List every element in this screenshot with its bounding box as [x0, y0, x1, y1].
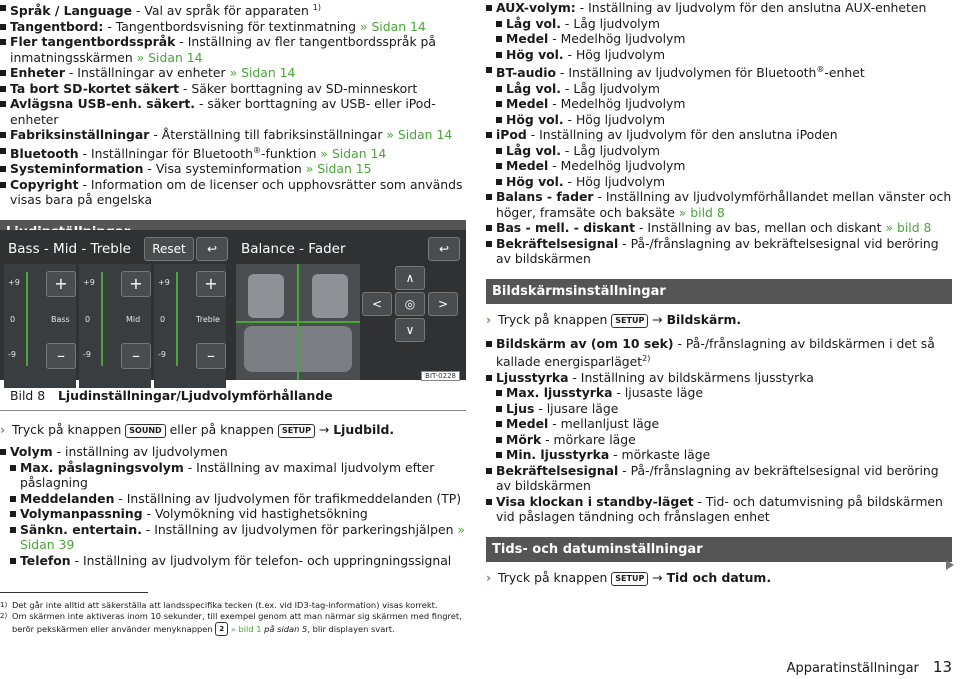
list-item: iPod - Inställning av ljudvolym för den anslutna iPoden — [486, 127, 952, 143]
plus-icon[interactable]: + — [121, 271, 151, 297]
list-item: Max. påslagningsvolym - Inställning av maximal ljudvolym efter påslagning — [0, 460, 466, 491]
list-item: Låg vol. - Låg ljudvolym — [486, 143, 952, 159]
reset-button[interactable]: Reset — [144, 237, 194, 261]
bass-mid-treble-title: Bass - Mid - Treble — [8, 241, 131, 257]
right-column — [486, 0, 952, 586]
car-seats-image — [236, 264, 360, 380]
treble-label: Treble — [196, 315, 220, 324]
list-item: Låg vol. - Låg ljudvolym — [486, 81, 952, 97]
list-item: Sänkn. entertain. - Inställning av ljudvolymen för parkeringshjälpen » Sidan 39 — [0, 522, 466, 553]
center-icon[interactable]: ◎ — [395, 292, 425, 316]
list-item: Telefon - Inställning av ljudvolym för telefon- och uppringningssignal — [0, 553, 466, 569]
list-item: AUX-volym: - Inställning av ljudvolym för den anslutna AUX-enheten — [486, 0, 952, 16]
list-item: Visa klockan i standby-läget - Tid- och datumvisning på bildskärmen vid påslagen tändning och frånslagen enhet — [486, 494, 952, 525]
figure-number: Bild 8 — [10, 388, 46, 403]
volume-list — [0, 444, 466, 568]
instruction-sound: › Tryck på knappen SOUND eller på knappen SETUP → Ljudbild. — [0, 422, 395, 437]
back-icon[interactable]: ↩ — [196, 237, 228, 261]
list-item: Medel - Medelhög ljudvolym — [486, 158, 952, 174]
left-column-lower — [0, 418, 466, 568]
list-item: Fabriksinställningar - Återställning till fabriksinställningar » Sidan 14 — [0, 127, 466, 143]
list-item: Medel - mellanljust läge — [486, 416, 952, 432]
list-item: Fler tangentbordsspråk - Inställning av fler tangentbordsspråk på inmatningsskärmen » Sidan 14 — [0, 34, 466, 65]
max-label: +9 — [158, 278, 170, 287]
list-item: Bluetooth - Inställningar för Bluetooth®-funktion » Sidan 14 — [0, 143, 466, 162]
list-item: Medel - Medelhög ljudvolym — [486, 96, 952, 112]
footnote: 2) Om skärmen inte aktiveras inom 10 sekunder, till exempel genom att man närmar sig skärmen med fingret, berör pekskärmen eller använder menyknappen 2 » bild 1 på sidan 5, blir displayen svart. — [0, 611, 462, 634]
list-item: Meddelanden - Inställning av ljudvolymen för trafikmeddelanden (TP) — [0, 491, 466, 507]
instruction-display: › Tryck på knappen SETUP → Bildskärm. — [486, 311, 742, 327]
minus-icon[interactable]: – — [121, 343, 151, 369]
menu-key-icon: 2 — [215, 622, 228, 636]
list-item: Bekräftelsesignal - På-/frånslagning av bekräftelsesignal vid beröring av bildskärmen — [486, 236, 952, 267]
max-label: +9 — [83, 278, 95, 287]
footnote: 1) Det går inte alltid att säkerställa att landsspecifika tecken (t.ex. vid ID3-tag-information) visas korrekt. — [0, 600, 438, 610]
plus-icon[interactable]: + — [46, 271, 76, 297]
list-item: Avlägsna USB-enh. säkert. - säker borttagning av USB- eller iPod-enheter — [0, 96, 466, 127]
list-item: Hög vol. - Hög ljudvolym — [486, 47, 952, 63]
list-item: Låg vol. - Låg ljudvolym — [486, 16, 952, 32]
left-arrow-icon[interactable]: < — [362, 292, 392, 316]
list-item: Min. ljusstyrka - mörkaste läge — [486, 447, 952, 463]
list-item: Ljusstyrka - Inställning av bildskärmens ljusstyrka — [486, 370, 952, 386]
min-label: -9 — [8, 350, 16, 359]
list-item: Språk / Language - Val av språk för apparaten $^{1)}$ — [0, 0, 466, 19]
setup-key-icon: SETUP — [278, 424, 315, 438]
arrow-icon: › — [486, 311, 492, 327]
arrow-icon: › — [486, 569, 492, 585]
section-header-display: Bildskärmsinställningar — [486, 279, 952, 304]
list-item: Bekräftelsesignal - På-/frånslagning av bekräftelsesignal vid beröring av bildskärmen — [486, 463, 952, 494]
section-header-time-date: Tids- och datuminställningar — [486, 537, 952, 562]
setup-key-icon: SETUP — [611, 314, 648, 328]
page-footer — [787, 658, 952, 676]
instruction-time-date: › Tryck på knappen SETUP → Tid och datum. — [486, 569, 772, 585]
mid-level-bar — [101, 272, 103, 366]
max-label: +9 — [8, 278, 20, 287]
bass-level-bar — [26, 272, 28, 366]
down-arrow-icon[interactable]: ∨ — [395, 318, 425, 342]
list-item: Volymanpassning - Volymökning vid hastighetsökning — [0, 506, 466, 522]
list-item: Volym - inställning av ljudvolymen — [0, 444, 466, 460]
footnote-divider — [0, 592, 148, 593]
sound-settings-figure — [0, 230, 466, 380]
list-item: Tangentbord: - Tangentbordsvisning för textinmatning » Sidan 14 — [0, 19, 466, 35]
continue-arrow-icon — [946, 560, 954, 570]
right-arrow-icon[interactable]: > — [428, 292, 458, 316]
page-number: 13 — [932, 658, 952, 676]
zero-label: 0 — [160, 315, 166, 324]
list-item: Medel - Medelhög ljudvolym — [486, 31, 952, 47]
list-item: Bildskärm av (om 10 sek) - På-/frånslagning av bildskärmen i det så kallade energisparläget$^{2)}$ — [486, 336, 952, 370]
list-item: Hög vol. - Hög ljudvolym — [486, 174, 952, 190]
treble-level-bar — [176, 272, 178, 366]
figure-code: BIT-0228 — [421, 371, 460, 381]
up-arrow-icon[interactable]: ∧ — [395, 266, 425, 290]
left-column — [0, 0, 466, 253]
back-icon[interactable]: ↩ — [428, 237, 460, 261]
volume-list-right — [486, 0, 952, 267]
list-item: Max. ljusstyrka - ljusaste läge — [486, 385, 952, 401]
sound-key-icon: SOUND — [125, 424, 165, 438]
list-item: Copyright - Information om de licenser och upphovsrätter som används visas bara på engelska — [0, 177, 466, 208]
figure-caption — [0, 372, 466, 411]
figure-title: Ljudinställningar/Ljudvolymförhållande — [58, 388, 333, 403]
setup-key-icon: SETUP — [611, 572, 648, 586]
minus-icon[interactable]: – — [46, 343, 76, 369]
minus-icon[interactable]: – — [196, 343, 226, 369]
balance-fader-title: Balance - Fader — [241, 241, 346, 257]
bass-label: Bass — [51, 315, 70, 324]
zero-label: 0 — [10, 315, 16, 324]
list-item: BT-audio - Inställning av ljudvolymen för Bluetooth®-enhet — [486, 62, 952, 81]
list-item: Ljus - ljusare läge — [486, 401, 952, 417]
list-item: Hög vol. - Hög ljudvolym — [486, 112, 952, 128]
zero-label: 0 — [85, 315, 91, 324]
footnotes — [0, 600, 480, 636]
list-item: Enheter - Inställningar av enheter » Sidan 14 — [0, 65, 466, 81]
mid-label: Mid — [126, 315, 141, 324]
chapter-title: Apparatinställningar — [786, 661, 919, 676]
settings-list — [0, 0, 466, 208]
list-item: Mörk - mörkare läge — [486, 432, 952, 448]
display-list — [486, 336, 952, 525]
list-item: Ta bort SD-kortet säkert - Säker borttagning av SD-minneskort — [0, 81, 466, 97]
list-item: Bas - mell. - diskant - Inställning av bas, mellan och diskant » bild 8 — [486, 220, 952, 236]
min-label: -9 — [158, 350, 166, 359]
plus-icon[interactable]: + — [196, 271, 226, 297]
list-item: Systeminformation - Visa systeminformation » Sidan 15 — [0, 161, 466, 177]
arrow-icon: › — [0, 422, 6, 437]
list-item: Balans - fader - Inställning av ljudvolymförhållandet mellan vänster och höger, framsäte och baksäte » bild 8 — [486, 189, 952, 220]
min-label: -9 — [83, 350, 91, 359]
